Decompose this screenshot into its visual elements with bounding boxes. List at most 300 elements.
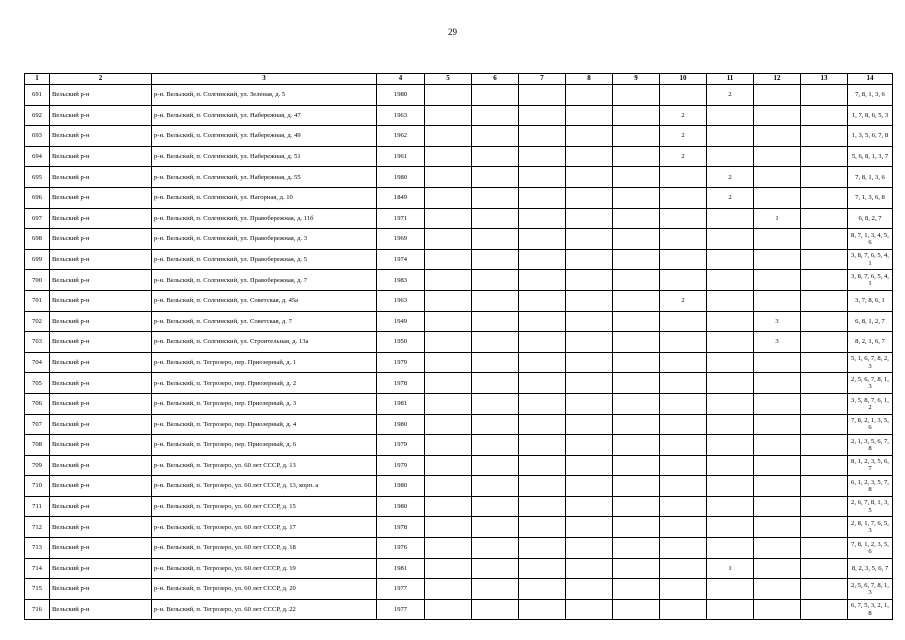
- col6-cell: [472, 373, 519, 394]
- col13-cell: [801, 332, 848, 353]
- table-row: [25, 435, 893, 456]
- col9-cell: [613, 579, 660, 600]
- table-row: [25, 126, 893, 147]
- row-number-cell: 693: [25, 126, 50, 147]
- district-cell: Вельский р-н: [50, 187, 152, 208]
- district-cell: Вельский р-н: [50, 599, 152, 620]
- col7-cell: [519, 579, 566, 600]
- col13-cell: [801, 249, 848, 270]
- col7-cell: [519, 476, 566, 497]
- col10-cell: [660, 167, 707, 188]
- col7-cell: [519, 558, 566, 579]
- page-number: 29: [448, 27, 457, 37]
- year-cell: 1983: [377, 270, 425, 291]
- col12-cell: [754, 167, 801, 188]
- year-cell: 1963: [377, 105, 425, 126]
- address-cell: р-н. Вельский, п. Солгинский, ул. Правобережная, д. 7: [152, 270, 377, 291]
- row-number-cell: 709: [25, 455, 50, 476]
- year-cell: 1977: [377, 599, 425, 620]
- col8-cell: [566, 599, 613, 620]
- col5-cell: [425, 352, 472, 373]
- table-row: [25, 187, 893, 208]
- col9-cell: [613, 476, 660, 497]
- col10-cell: [660, 455, 707, 476]
- year-cell: 1979: [377, 352, 425, 373]
- table-header: [25, 74, 893, 85]
- col12-cell: [754, 249, 801, 270]
- row-number-cell: 716: [25, 599, 50, 620]
- col5-cell: [425, 332, 472, 353]
- col12-cell: [754, 85, 801, 106]
- col13-cell: [801, 85, 848, 106]
- col9-cell: [613, 538, 660, 559]
- table-row: [25, 414, 893, 435]
- col6-cell: [472, 208, 519, 229]
- col8-cell: [566, 558, 613, 579]
- row-number-cell: 696: [25, 187, 50, 208]
- year-cell: 1962: [377, 126, 425, 147]
- col14-cell: 7, 8, 1, 3, 6: [848, 167, 893, 188]
- address-cell: р-н. Вельский, п. Солгинский, ул. Зеленая, д. 5: [152, 85, 377, 106]
- district-cell: Вельский р-н: [50, 393, 152, 414]
- year-cell: 1977: [377, 579, 425, 600]
- col11-cell: [707, 435, 754, 456]
- district-cell: Вельский р-н: [50, 558, 152, 579]
- col6-cell: [472, 270, 519, 291]
- header-row: [25, 74, 893, 85]
- col12-cell: [754, 435, 801, 456]
- table-row: [25, 558, 893, 579]
- col6-cell: [472, 187, 519, 208]
- address-cell: р-н. Вельский, п. Солгинский, ул. Советская, д. 45а: [152, 290, 377, 311]
- col14-cell: 8, 2, 1, 6, 7: [848, 332, 893, 353]
- col9-cell: [613, 105, 660, 126]
- col9-cell: [613, 187, 660, 208]
- year-cell: 1971: [377, 208, 425, 229]
- row-number-cell: 704: [25, 352, 50, 373]
- col9-cell: [613, 393, 660, 414]
- address-cell: р-н. Вельский, п. Солгинский, ул. Правобережная, д. 5: [152, 249, 377, 270]
- col13-cell: [801, 187, 848, 208]
- col5-cell: [425, 126, 472, 147]
- col8-cell: [566, 393, 613, 414]
- col12-cell: [754, 517, 801, 538]
- col10-cell: [660, 208, 707, 229]
- col9-cell: [613, 249, 660, 270]
- col10-cell: [660, 249, 707, 270]
- year-cell: 1981: [377, 393, 425, 414]
- col8-cell: [566, 373, 613, 394]
- col13-cell: [801, 538, 848, 559]
- col7-cell: [519, 311, 566, 332]
- col14-cell: 7, 8, 2, 1, 3, 5, 6: [848, 414, 893, 435]
- col8-cell: [566, 146, 613, 167]
- col5-cell: [425, 455, 472, 476]
- col11-cell: [707, 579, 754, 600]
- address-cell: р-н. Вельский, п. Тегрозеро, ул. 60 лет СССР, д. 17: [152, 517, 377, 538]
- col14-cell: 8, 2, 3, 5, 6, 7: [848, 558, 893, 579]
- col9-cell: [613, 414, 660, 435]
- col14-cell: 1, 3, 5, 6, 7, 8: [848, 126, 893, 147]
- row-number-cell: 713: [25, 538, 50, 559]
- row-number-cell: 706: [25, 393, 50, 414]
- col5-cell: [425, 435, 472, 456]
- col9-cell: [613, 229, 660, 250]
- year-cell: 1979: [377, 455, 425, 476]
- col13-cell: [801, 599, 848, 620]
- col12-cell: [754, 599, 801, 620]
- col12-cell: [754, 496, 801, 517]
- col14-cell: 2, 1, 3, 5, 6, 7, 8: [848, 435, 893, 456]
- col5-cell: [425, 414, 472, 435]
- col8-cell: [566, 187, 613, 208]
- col14-cell: 1, 7, 8, 6, 5, 3: [848, 105, 893, 126]
- col10-cell: [660, 85, 707, 106]
- col10-cell: [660, 393, 707, 414]
- col7-cell: [519, 249, 566, 270]
- col14-cell: 5, 1, 6, 7, 8, 2, 3: [848, 352, 893, 373]
- district-cell: Вельский р-н: [50, 455, 152, 476]
- col13-cell: [801, 126, 848, 147]
- col9-cell: [613, 167, 660, 188]
- col5-cell: [425, 229, 472, 250]
- col13-cell: [801, 352, 848, 373]
- table-row: [25, 270, 893, 291]
- col11-cell: [707, 249, 754, 270]
- col6-cell: [472, 249, 519, 270]
- column-header-12: 12: [754, 74, 801, 85]
- col14-cell: 8, 7, 1, 3, 4, 5, 6: [848, 229, 893, 250]
- col10-cell: 2: [660, 290, 707, 311]
- district-cell: Вельский р-н: [50, 476, 152, 497]
- col8-cell: [566, 249, 613, 270]
- col11-cell: [707, 332, 754, 353]
- col13-cell: [801, 517, 848, 538]
- col11-cell: 2: [707, 167, 754, 188]
- col6-cell: [472, 435, 519, 456]
- column-header-10: 10: [660, 74, 707, 85]
- table-row: [25, 311, 893, 332]
- col6-cell: [472, 517, 519, 538]
- district-cell: Вельский р-н: [50, 249, 152, 270]
- col10-cell: [660, 579, 707, 600]
- col14-cell: 3, 8, 7, 6, 5, 4, 1: [848, 249, 893, 270]
- year-cell: 1849: [377, 187, 425, 208]
- col7-cell: [519, 85, 566, 106]
- year-cell: 1976: [377, 538, 425, 559]
- col6-cell: [472, 352, 519, 373]
- year-cell: 1980: [377, 414, 425, 435]
- address-cell: р-н. Вельский, п. Тегрозеро, пер. Приозерный, д. 1: [152, 352, 377, 373]
- col10-cell: [660, 332, 707, 353]
- col11-cell: [707, 393, 754, 414]
- row-number-cell: 711: [25, 496, 50, 517]
- address-cell: р-н. Вельский, п. Солгинский, ул. Набережная, д. 55: [152, 167, 377, 188]
- year-cell: 1961: [377, 146, 425, 167]
- column-header-8: 8: [566, 74, 613, 85]
- row-number-cell: 695: [25, 167, 50, 188]
- col8-cell: [566, 270, 613, 291]
- col7-cell: [519, 187, 566, 208]
- col6-cell: [472, 311, 519, 332]
- col10-cell: [660, 270, 707, 291]
- col11-cell: [707, 290, 754, 311]
- col7-cell: [519, 517, 566, 538]
- col9-cell: [613, 455, 660, 476]
- table-row: [25, 352, 893, 373]
- col11-cell: [707, 496, 754, 517]
- col7-cell: [519, 599, 566, 620]
- col6-cell: [472, 476, 519, 497]
- col8-cell: [566, 290, 613, 311]
- col11-cell: [707, 146, 754, 167]
- table-row: [25, 85, 893, 106]
- col7-cell: [519, 373, 566, 394]
- col5-cell: [425, 208, 472, 229]
- row-number-cell: 700: [25, 270, 50, 291]
- col14-cell: 2, 5, 6, 7, 8, 1, 3: [848, 579, 893, 600]
- district-cell: Вельский р-н: [50, 105, 152, 126]
- row-number-cell: 694: [25, 146, 50, 167]
- col9-cell: [613, 558, 660, 579]
- district-cell: Вельский р-н: [50, 311, 152, 332]
- col8-cell: [566, 85, 613, 106]
- row-number-cell: 697: [25, 208, 50, 229]
- address-cell: р-н. Вельский, п. Солгинский, ул. Нагорная, д. 10: [152, 187, 377, 208]
- address-cell: р-н. Вельский, п. Тегрозеро, ул. 60 лет СССР, д. 20: [152, 579, 377, 600]
- col11-cell: [707, 270, 754, 291]
- address-cell: р-н. Вельский, п. Тегрозеро, пер. Приозерный, д. 6: [152, 435, 377, 456]
- column-header-6: 6: [472, 74, 519, 85]
- col11-cell: [707, 208, 754, 229]
- col9-cell: [613, 496, 660, 517]
- col6-cell: [472, 538, 519, 559]
- col7-cell: [519, 496, 566, 517]
- district-cell: Вельский р-н: [50, 85, 152, 106]
- col8-cell: [566, 105, 613, 126]
- col11-cell: 2: [707, 85, 754, 106]
- col5-cell: [425, 105, 472, 126]
- col14-cell: 2, 6, 7, 8, 1, 3, 5: [848, 496, 893, 517]
- col13-cell: [801, 105, 848, 126]
- district-cell: Вельский р-н: [50, 517, 152, 538]
- address-cell: р-н. Вельский, п. Тегрозеро, пер. Приозерный, д. 4: [152, 414, 377, 435]
- row-number-cell: 707: [25, 414, 50, 435]
- col13-cell: [801, 414, 848, 435]
- col11-cell: [707, 229, 754, 250]
- col8-cell: [566, 208, 613, 229]
- col11-cell: [707, 311, 754, 332]
- table-row: [25, 249, 893, 270]
- row-number-cell: 702: [25, 311, 50, 332]
- col5-cell: [425, 579, 472, 600]
- col6-cell: [472, 146, 519, 167]
- table-row: [25, 105, 893, 126]
- col10-cell: [660, 599, 707, 620]
- address-cell: р-н. Вельский, п. Солгинский, ул. Набережная, д. 51: [152, 146, 377, 167]
- district-cell: Вельский р-н: [50, 126, 152, 147]
- district-cell: Вельский р-н: [50, 496, 152, 517]
- district-cell: Вельский р-н: [50, 332, 152, 353]
- col9-cell: [613, 270, 660, 291]
- col6-cell: [472, 167, 519, 188]
- col5-cell: [425, 146, 472, 167]
- column-header-5: 5: [425, 74, 472, 85]
- district-cell: Вельский р-н: [50, 538, 152, 559]
- year-cell: 1978: [377, 517, 425, 538]
- col5-cell: [425, 167, 472, 188]
- column-header-11: 11: [707, 74, 754, 85]
- row-number-cell: 712: [25, 517, 50, 538]
- row-number-cell: 701: [25, 290, 50, 311]
- col7-cell: [519, 270, 566, 291]
- col12-cell: [754, 270, 801, 291]
- col10-cell: 2: [660, 126, 707, 147]
- district-cell: Вельский р-н: [50, 414, 152, 435]
- table-row: [25, 373, 893, 394]
- col6-cell: [472, 414, 519, 435]
- column-header-7: 7: [519, 74, 566, 85]
- year-cell: 1980: [377, 167, 425, 188]
- year-cell: 1963: [377, 290, 425, 311]
- col5-cell: [425, 373, 472, 394]
- col13-cell: [801, 270, 848, 291]
- col6-cell: [472, 126, 519, 147]
- col6-cell: [472, 496, 519, 517]
- col12-cell: [754, 579, 801, 600]
- col10-cell: [660, 517, 707, 538]
- address-cell: р-н. Вельский, п. Тегрозеро, пер. Приозерный, д. 2: [152, 373, 377, 394]
- col13-cell: [801, 579, 848, 600]
- district-cell: Вельский р-н: [50, 352, 152, 373]
- col9-cell: [613, 352, 660, 373]
- col8-cell: [566, 167, 613, 188]
- col8-cell: [566, 496, 613, 517]
- col8-cell: [566, 332, 613, 353]
- col7-cell: [519, 229, 566, 250]
- district-cell: Вельский р-н: [50, 208, 152, 229]
- col14-cell: 2, 8, 1, 7, 6, 5, 3: [848, 517, 893, 538]
- address-cell: р-н. Вельский, п. Тегрозеро, ул. 60 лет СССР, д. 19: [152, 558, 377, 579]
- col14-cell: 7, 1, 3, 6, 8: [848, 187, 893, 208]
- col10-cell: [660, 311, 707, 332]
- year-cell: 1974: [377, 249, 425, 270]
- col10-cell: [660, 352, 707, 373]
- col5-cell: [425, 558, 472, 579]
- col8-cell: [566, 435, 613, 456]
- row-number-cell: 715: [25, 579, 50, 600]
- col14-cell: 2, 5, 6, 7, 8, 1, 3: [848, 373, 893, 394]
- col9-cell: [613, 208, 660, 229]
- col5-cell: [425, 538, 472, 559]
- col12-cell: [754, 455, 801, 476]
- col12-cell: [754, 146, 801, 167]
- district-cell: Вельский р-н: [50, 270, 152, 291]
- col13-cell: [801, 311, 848, 332]
- col12-cell: 3: [754, 311, 801, 332]
- col12-cell: [754, 373, 801, 394]
- district-cell: Вельский р-н: [50, 146, 152, 167]
- col5-cell: [425, 290, 472, 311]
- col5-cell: [425, 476, 472, 497]
- table-row: [25, 538, 893, 559]
- col7-cell: [519, 167, 566, 188]
- col13-cell: [801, 496, 848, 517]
- address-cell: р-н. Вельский, п. Солгинский, ул. Строительная, д. 13а: [152, 332, 377, 353]
- col10-cell: [660, 558, 707, 579]
- col5-cell: [425, 85, 472, 106]
- col11-cell: [707, 476, 754, 497]
- row-number-cell: 691: [25, 85, 50, 106]
- address-cell: р-н. Вельский, п. Тегрозеро, ул. 60 лет СССР, д. 22: [152, 599, 377, 620]
- col13-cell: [801, 229, 848, 250]
- col13-cell: [801, 455, 848, 476]
- col8-cell: [566, 455, 613, 476]
- col8-cell: [566, 311, 613, 332]
- col10-cell: 2: [660, 105, 707, 126]
- table-body: [25, 85, 893, 620]
- col14-cell: 7, 8, 1, 2, 3, 5, 6: [848, 538, 893, 559]
- col10-cell: [660, 187, 707, 208]
- column-header-14: 14: [848, 74, 893, 85]
- col11-cell: [707, 538, 754, 559]
- col8-cell: [566, 229, 613, 250]
- col14-cell: 6, 7, 5, 3, 2, 1, 8: [848, 599, 893, 620]
- table-row: [25, 579, 893, 600]
- col5-cell: [425, 393, 472, 414]
- row-number-cell: 703: [25, 332, 50, 353]
- col10-cell: [660, 538, 707, 559]
- col9-cell: [613, 311, 660, 332]
- col9-cell: [613, 146, 660, 167]
- table-row: [25, 599, 893, 620]
- col9-cell: [613, 126, 660, 147]
- year-cell: 1980: [377, 476, 425, 497]
- col6-cell: [472, 579, 519, 600]
- table-row: [25, 455, 893, 476]
- col5-cell: [425, 496, 472, 517]
- row-number-cell: 698: [25, 229, 50, 250]
- district-cell: Вельский р-н: [50, 435, 152, 456]
- col13-cell: [801, 435, 848, 456]
- col8-cell: [566, 414, 613, 435]
- col10-cell: [660, 373, 707, 394]
- column-header-3: 3: [152, 74, 377, 85]
- table-row: [25, 167, 893, 188]
- col11-cell: [707, 599, 754, 620]
- col6-cell: [472, 85, 519, 106]
- col13-cell: [801, 476, 848, 497]
- year-cell: 1978: [377, 373, 425, 394]
- col7-cell: [519, 538, 566, 559]
- row-number-cell: 708: [25, 435, 50, 456]
- col7-cell: [519, 105, 566, 126]
- col11-cell: 1: [707, 558, 754, 579]
- col11-cell: [707, 414, 754, 435]
- col12-cell: [754, 187, 801, 208]
- col7-cell: [519, 455, 566, 476]
- col13-cell: [801, 393, 848, 414]
- col6-cell: [472, 332, 519, 353]
- col12-cell: [754, 558, 801, 579]
- address-cell: р-н. Вельский, п. Тегрозеро, ул. 60 лет СССР, д. 18: [152, 538, 377, 559]
- col14-cell: 6, 8, 1, 2, 7: [848, 311, 893, 332]
- col8-cell: [566, 538, 613, 559]
- col6-cell: [472, 455, 519, 476]
- col14-cell: 3, 7, 8, 6, 1: [848, 290, 893, 311]
- col11-cell: [707, 352, 754, 373]
- col12-cell: [754, 538, 801, 559]
